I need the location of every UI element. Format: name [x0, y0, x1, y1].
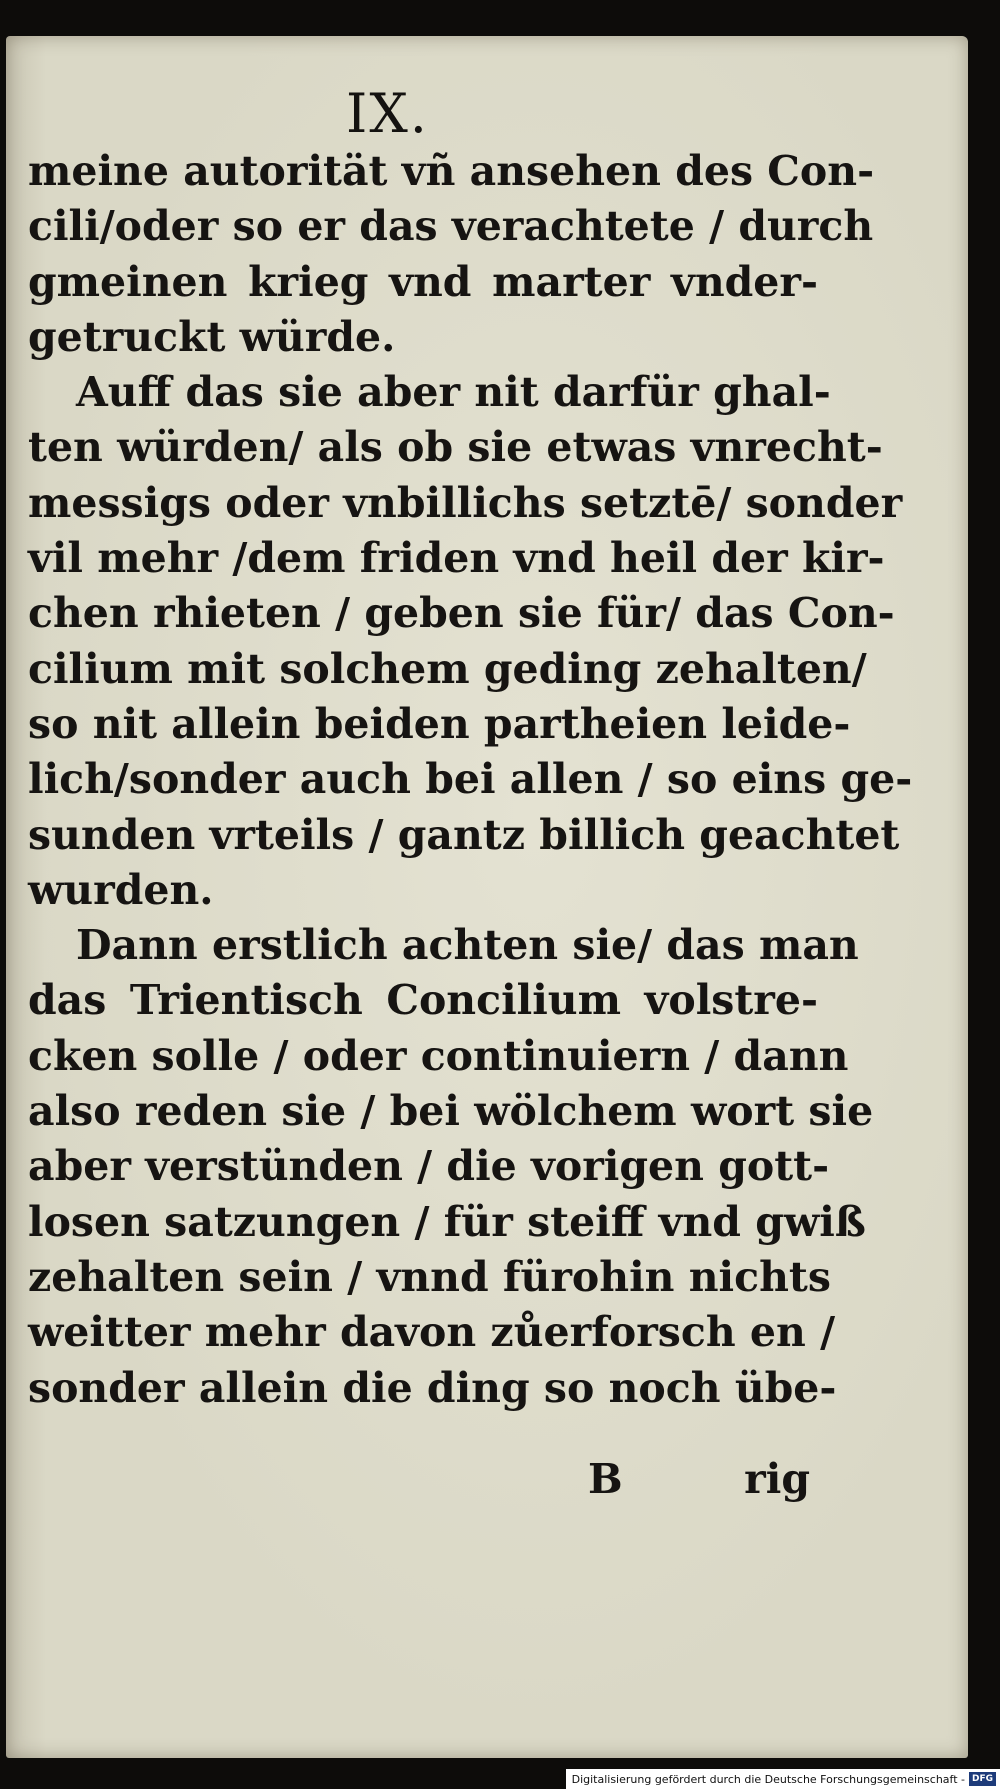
text-line: also reden sie / bei wölchem wort sie	[28, 1087, 874, 1136]
text-line: chen rhieten / geben sie für/ das Con-	[28, 589, 895, 638]
text-line: sunden vrteils / gantz billich geachtet	[28, 810, 900, 859]
text-line: Auff das sie aber nit darfür ghal-	[76, 368, 831, 417]
text-line: Dann erstlich achten sie/ das man	[76, 921, 859, 970]
text-line: zehalten sein / vnnd fürohin nichts	[28, 1252, 831, 1301]
dfg-logo: DFG	[969, 1772, 996, 1786]
text-line: lich/sonder auch bei allen / so eins ge-	[28, 755, 913, 804]
text-line: gmeinen krieg vnd marter vnder-	[28, 257, 818, 306]
text-line: sonder allein die ding so noch übe-	[28, 1363, 837, 1412]
text-line: cken solle / oder continuiern / dann	[28, 1031, 849, 1080]
body-text	[28, 144, 913, 1416]
text-line: so nit allein beiden partheien leide-	[28, 699, 851, 748]
text-line: ten würden/ als ob sie etwas vnrecht-	[28, 423, 883, 472]
digitization-credit-bar	[566, 1769, 1000, 1789]
book-page	[6, 36, 968, 1758]
text-line: cili/oder so er das verachtete / durch	[28, 202, 874, 251]
folio-number: IX.	[346, 82, 429, 145]
text-line: weitter mehr davon zůerforsch en /	[28, 1308, 836, 1357]
text-line: getruckt würde.	[28, 312, 396, 361]
catchword: rig	[744, 1455, 810, 1503]
text-line: aber verstünden / die vorigen gott-	[28, 1142, 830, 1191]
text-line: meine autorität vñ ansehen des Con-	[28, 147, 875, 195]
text-line: wurden.	[28, 865, 214, 914]
credit-text: Digitalisierung gefördert durch die Deutsche Forschungsgemeinschaft -	[571, 1772, 965, 1786]
text-line: das Trientisch Concilium volstre-	[28, 976, 818, 1025]
signature-mark: B	[588, 1455, 623, 1503]
text-line: losen satzungen / für steiff vnd gwiß	[28, 1197, 866, 1246]
text-line: vil mehr /dem friden vnd heil der kir-	[28, 534, 885, 583]
text-line: messigs oder vnbillichs setztē/ sonder	[28, 478, 903, 527]
catchline	[28, 1449, 818, 1509]
text-line: cilium mit solchem geding zehalten/	[28, 644, 867, 693]
